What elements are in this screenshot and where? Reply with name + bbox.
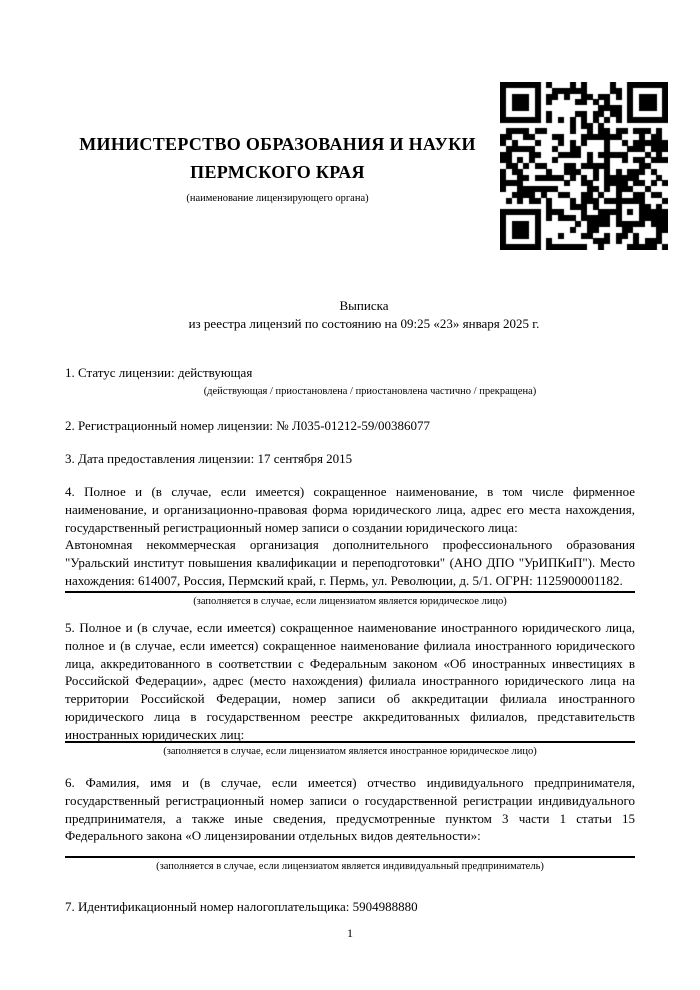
legal-entity-section [65, 483, 635, 590]
org-name-line1: МИНИСТЕРСТВО ОБРАЗОВАНИЯ И НАУКИ [79, 134, 476, 154]
org-name [65, 130, 490, 186]
legal-entity-value: Автономная некоммерческая организация дополнительного профессионального образования "Уральский институт повышения квалификации и переподготовки" (АНО ДПО "УрИПКиП"). Место нахождения: 614007, Россия, Пермский край, г. Пермь, ул. Революции, д. 5/1. ОГРН: 1125900001182. [65, 537, 635, 588]
document-title [65, 297, 635, 332]
foreign-entity-fill-line [65, 741, 635, 743]
org-name-line2: ПЕРМСКОГО КРАЯ [190, 162, 365, 182]
registration-number-line: 2. Регистрационный номер лицензии: № Л035-01212-59/00386077 [65, 418, 431, 433]
license-status-line: 1. Статус лицензии: действующая [65, 365, 253, 380]
entrepreneur-section: 6. Фамилия, имя и (в случае, если имеется) отчество индивидуального предпринимателя, государственный регистрационный номер записи о государственной регистрации индивидуального предпринимателя, а также иные сведения, предусмотренные пунктом 3 части 1 статьи 15 Федерального закона «О лицензировании отдельных видов деятельности»: [65, 775, 635, 844]
legal-entity-label: 4. Полное и (в случае, если имеется) сокращенное наименование, в том числе фирменное наименование, и организационно-правовая форма юридического лица, адрес его места нахождения, государственный регистрационный номер записи о создании юридического лица: [65, 484, 635, 535]
org-name-caption: (наименование лицензирующего органа) [186, 193, 369, 204]
foreign-entity-section: 5. Полное и (в случае, если имеется) сокращенное наименование иностранного юридического лица, полное и (в случае, если имеется) сокращенное наименование филиала иностранного юридического лица, аккредитованного в соответствии с Федеральным законом «Об иностранных инвестициях в Российской Федерации», адрес (место нахождения) филиала иностранного юридического лица на территории Российской Федерации, номер записи об аккредитации филиала иностранного юридического лица в государственном реестре аккредитованных филиалов, представительств иностранных юридических лиц: [65, 620, 635, 742]
legal-entity-fill-line [65, 591, 635, 593]
legal-entity-caption: (заполняется в случае, если лицензиатом является юридическое лицо) [193, 596, 507, 607]
license-status-caption: (действующая / приостановлена / приостановлена частично / прекращена) [203, 386, 537, 397]
document-title-line2: из реестра лицензий по состоянию на 09:25 «23» января 2025 г. [188, 315, 540, 331]
qr-code [500, 82, 668, 250]
document-title-line1: Выписка [339, 298, 389, 313]
foreign-entity-caption: (заполняется в случае, если лицензиатом является иностранное юридическое лицо) [163, 746, 537, 757]
taxpayer-id-line: 7. Идентификационный номер налогоплательщика: 5904988880 [65, 899, 418, 914]
licensing-authority-header [65, 130, 490, 204]
page-number: 1 [347, 926, 353, 940]
entrepreneur-fill-line [65, 856, 635, 858]
license-date-line: 3. Дата предоставления лицензии: 17 сентября 2015 [65, 451, 353, 466]
entrepreneur-caption: (заполняется в случае, если лицензиатом является индивидуальный предприниматель) [156, 861, 544, 872]
